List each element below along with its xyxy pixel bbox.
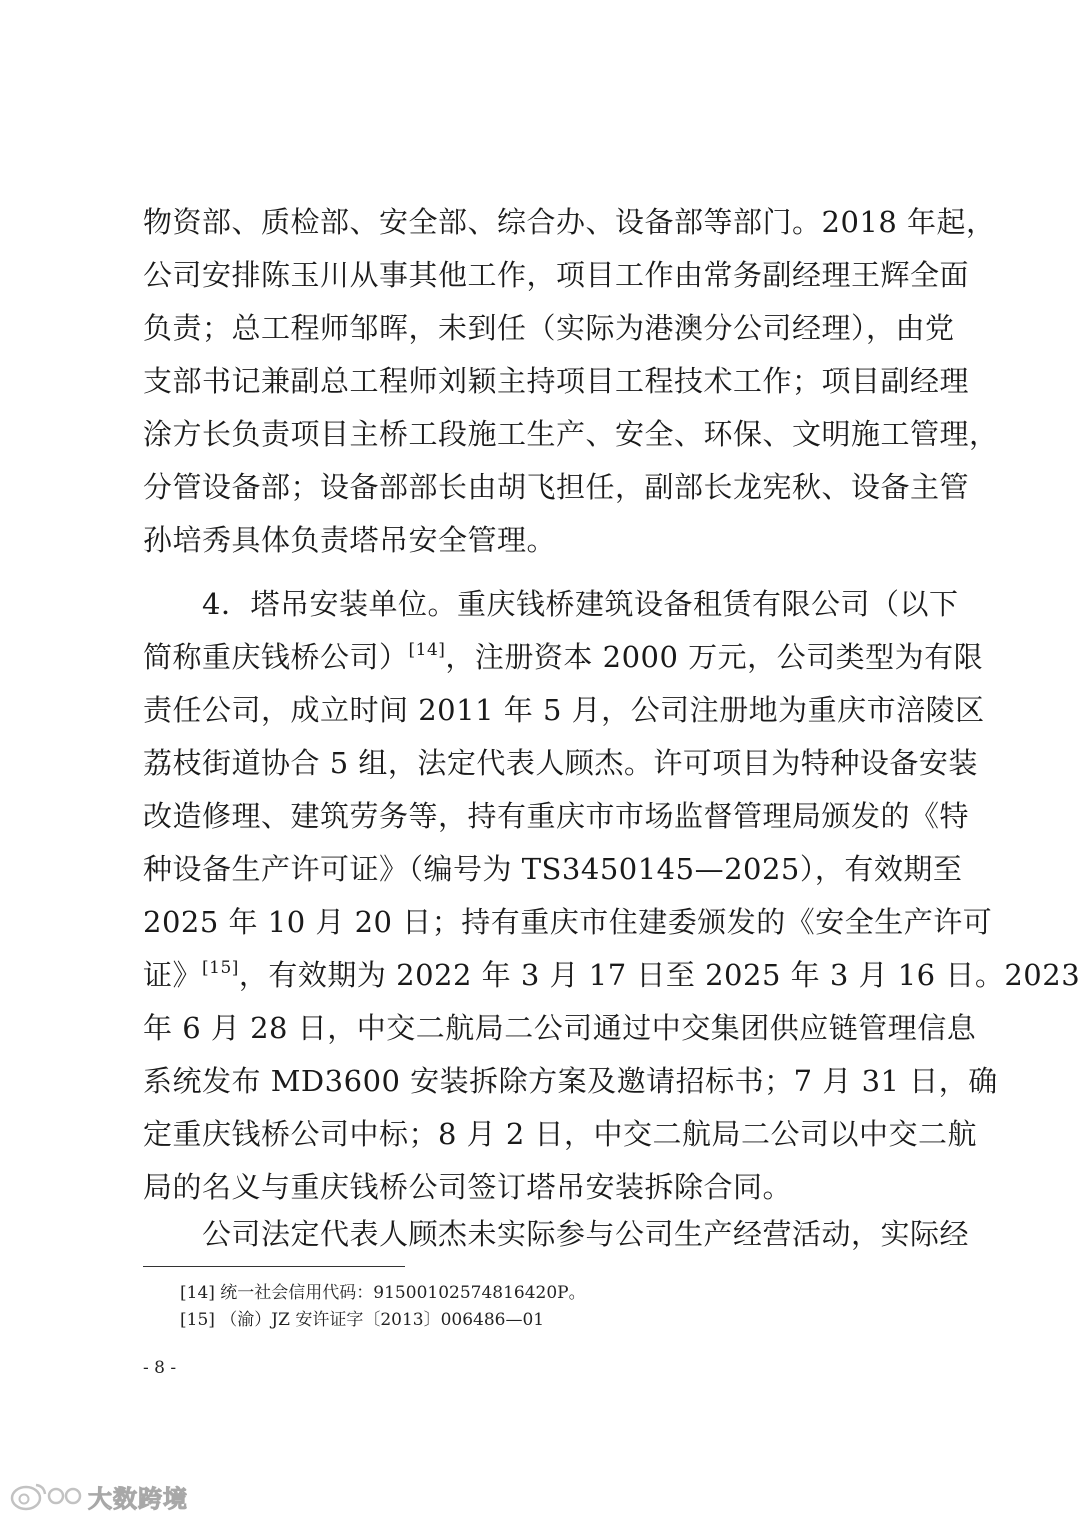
body-line: 4．塔吊安装单位。重庆钱桥建筑设备租赁有限公司（以下 bbox=[202, 587, 959, 621]
body-text: ，注册资本 2000 万元，公司类型为有限 bbox=[445, 640, 984, 674]
body-line: 支部书记兼副总工程师刘颖主持项目工程技术工作；项目副经理 bbox=[143, 364, 970, 398]
body-text: 简称重庆钱桥公司） bbox=[143, 640, 409, 674]
body-line: 分管设备部；设备部部长由胡飞担任，副部长龙宪秋、设备主管 bbox=[143, 470, 970, 504]
watermark bbox=[10, 1476, 188, 1516]
body-line: 年 6 月 28 日，中交二航局二公司通过中交集团供应链管理信息 bbox=[143, 1011, 977, 1045]
body-line: 局的名义与重庆钱桥公司签订塔吊安装拆除合同。 bbox=[143, 1170, 793, 1204]
footnote-ref-14[interactable]: [14] bbox=[408, 640, 446, 660]
body-line: 定重庆钱桥公司中标；8 月 2 日，中交二航局二公司以中交二航 bbox=[143, 1117, 978, 1151]
body-line: 责任公司，成立时间 2011 年 5 月，公司注册地为重庆市涪陵区 bbox=[143, 693, 985, 727]
footnote-15: [15] （渝）JZ 安许证字〔2013〕006486—01 bbox=[180, 1310, 545, 1330]
body-line: 孙培秀具体负责塔吊安全管理。 bbox=[143, 523, 557, 557]
body-line: 荔枝街道协合 5 组，法定代表人顾杰。许可项目为特种设备安装 bbox=[143, 746, 978, 780]
body-line: 2025 年 10 月 20 日；持有重庆市住建委颁发的《安全生产许可 bbox=[143, 905, 993, 939]
body-line: 负责；总工程师邹晖，未到任（实际为港澳分公司经理），由党 bbox=[143, 311, 955, 345]
watermark-text: 大数跨境 bbox=[88, 1484, 188, 1513]
body-line: 物资部、质检部、安全部、综合办、设备部等部门。2018 年起， bbox=[143, 205, 996, 239]
weibo-logo-icon bbox=[10, 1479, 84, 1513]
body-line bbox=[143, 953, 1080, 997]
footnote-14: [14] 统一社会信用代码：91500102574816420P。 bbox=[180, 1283, 586, 1303]
body-text: ，有效期为 2022 年 3 月 17 日至 2025 年 3 月 16 日。2023 bbox=[238, 958, 1080, 992]
body-line: 公司法定代表人顾杰未实际参与公司生产经营活动，实际经 bbox=[202, 1217, 970, 1251]
page-number: - 8 - bbox=[143, 1358, 177, 1378]
body-line: 系统发布 MD3600 安装拆除方案及邀请招标书；7 月 31 日，确 bbox=[143, 1064, 998, 1098]
body-line bbox=[143, 635, 984, 679]
body-text: 证》 bbox=[143, 958, 203, 992]
body-line: 改造修理、建筑劳务等，持有重庆市市场监督管理局颁发的《特 bbox=[143, 799, 970, 833]
footnote-divider bbox=[143, 1266, 405, 1267]
body-line: 涂方长负责项目主桥工段施工生产、安全、环保、文明施工管理， bbox=[143, 417, 999, 451]
body-line: 公司安排陈玉川从事其他工作，项目工作由常务副经理王辉全面 bbox=[143, 258, 970, 292]
footnote-ref-15[interactable]: [15] bbox=[202, 958, 239, 978]
body-line: 种设备生产许可证》（编号为 TS3450145—2025），有效期至 bbox=[143, 852, 963, 886]
